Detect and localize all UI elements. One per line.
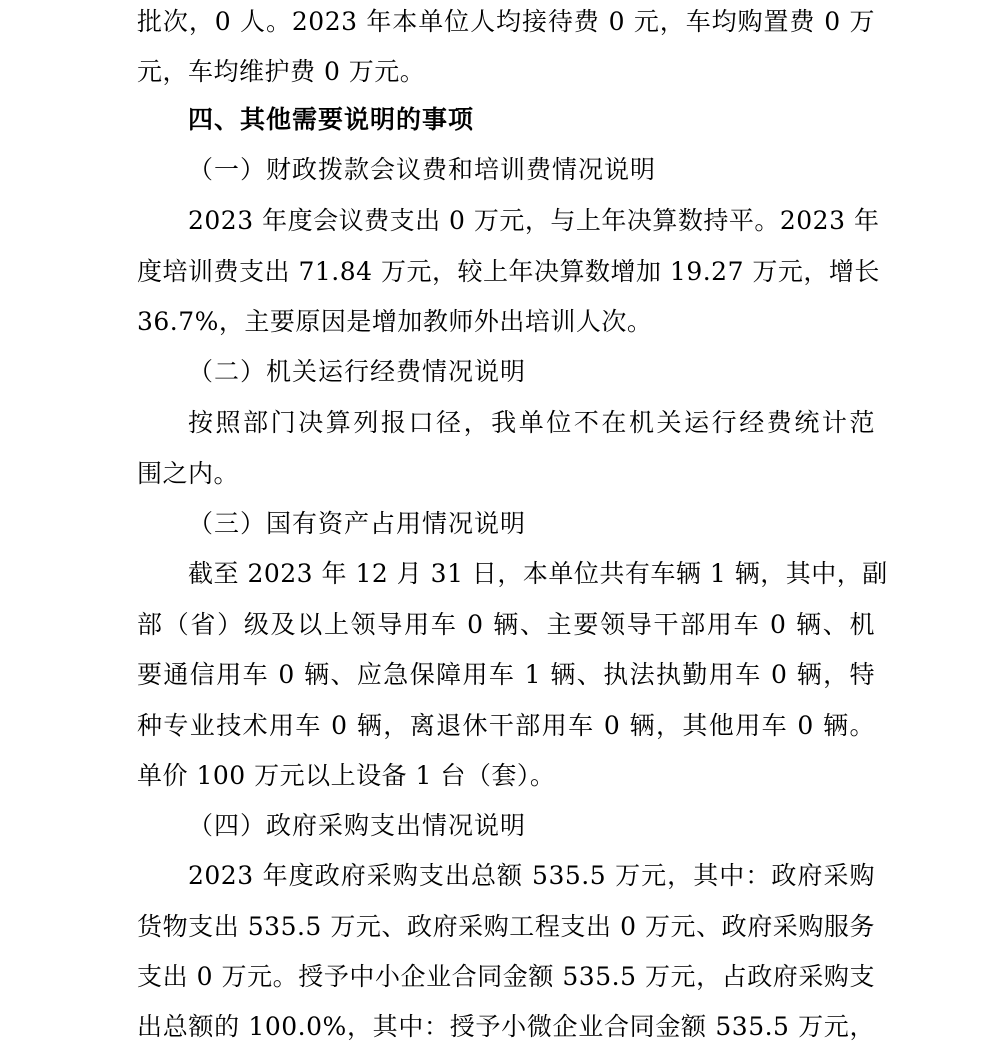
paragraph-line: 度培训费支出 71.84 万元，较上年决算数增加 19.27 万元，增长 [137,257,880,286]
paragraph-line: 货物支出 535.5 万元、政府采购工程支出 0 万元、政府采购服务 [137,912,875,941]
paragraph-line: 2023 年度会议费支出 0 万元，与上年决算数持平。2023 年 [188,206,880,235]
paragraph-line: 元，车均维护费 0 万元。 [137,57,426,86]
subsection-heading: （一）财政拨款会议费和培训费情况说明 [188,155,657,184]
paragraph-line: 要通信用车 0 辆、应急保障用车 1 辆、执法执勤用车 0 辆，特 [137,660,875,689]
section-heading: 四、其他需要说明的事项 [188,105,475,134]
paragraph-line: 2023 年度政府采购支出总额 535.5 万元，其中：政府采购 [188,861,875,890]
paragraph-line: 支出 0 万元。授予中小企业合同金额 535.5 万元，占政府采购支 [137,962,875,991]
paragraph-line: 种专业技术用车 0 辆，离退休干部用车 0 辆，其他用车 0 辆。 [137,711,875,740]
paragraph-line: 出总额的 100.0%，其中：授予小微企业合同金额 535.5 万元， [137,1012,875,1041]
paragraph-line: 36.7%，主要原因是增加教师外出培训人次。 [137,307,653,336]
subsection-heading: （四）政府采购支出情况说明 [188,811,527,840]
paragraph-line: 单价 100 万元以上设备 1 台（套）。 [137,761,556,790]
paragraph-line: 截至 2023 年 12 月 31 日，本单位共有车辆 1 辆，其中，副 [188,559,888,588]
paragraph-line: 部（省）级及以上领导用车 0 辆、主要领导干部用车 0 辆、机 [137,610,875,639]
subsection-heading: （二）机关运行经费情况说明 [188,357,527,386]
subsection-heading: （三）国有资产占用情况说明 [188,509,527,538]
paragraph-line: 批次，0 人。2023 年本单位人均接待费 0 元，车均购置费 0 万 [137,7,875,36]
paragraph-line: 围之内。 [137,459,240,488]
paragraph-line: 按照部门决算列报口径，我单位不在机关运行经费统计范 [188,408,875,437]
